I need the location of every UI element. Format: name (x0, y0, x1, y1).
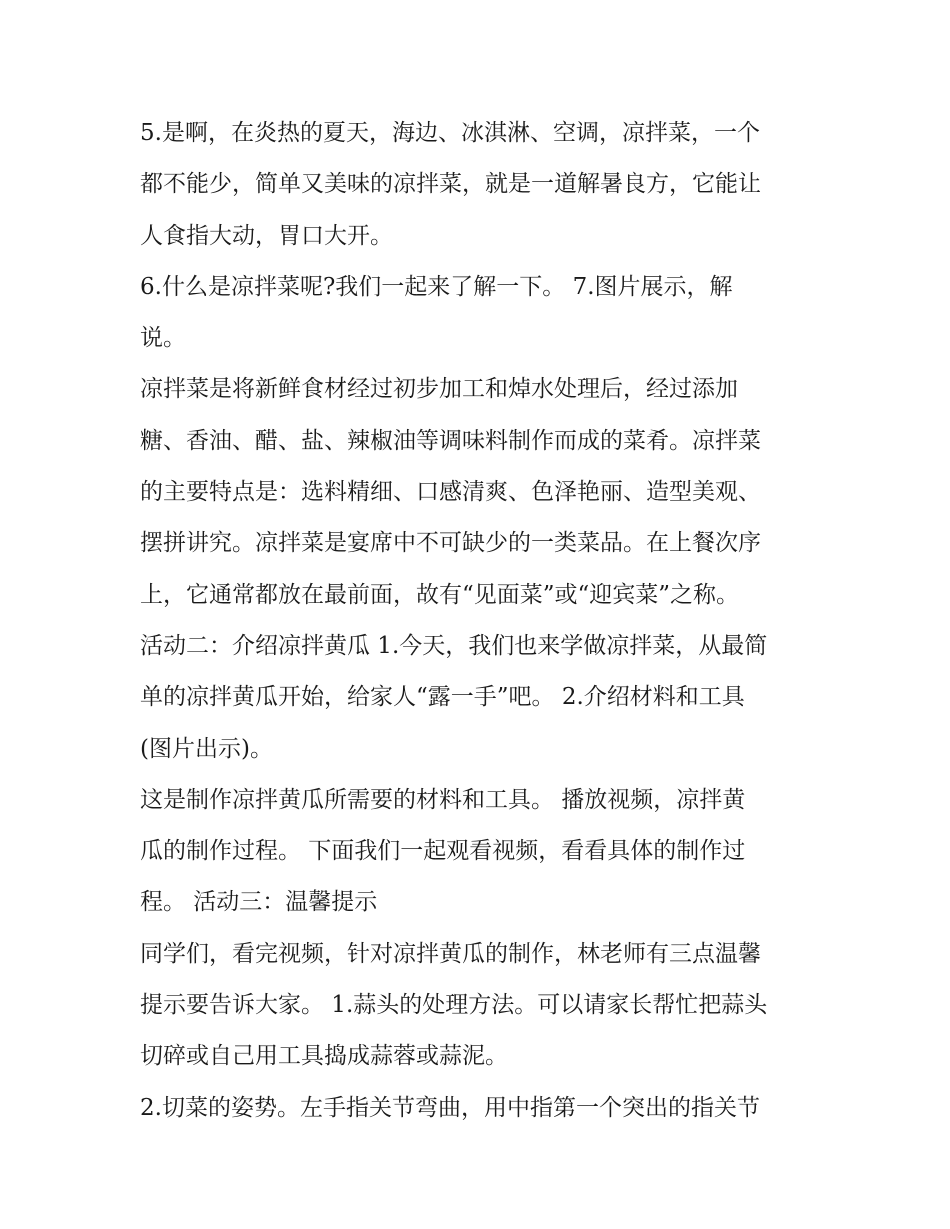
text-line-8: 的主要特点是：选料精细、口感清爽、色泽艳丽、造型美观、 (140, 479, 761, 506)
document-body (140, 108, 812, 1134)
text-line-12: 单的凉拌黄瓜开始，给家人“露一手”吧。 2.介绍材料和工具 (140, 684, 745, 711)
text-line-4: 6.什么是凉拌菜呢?我们一起来了解一下。 7.图片展示，解 (140, 273, 733, 300)
text-line-10: 上，它通常都放在最前面，故有“见面菜”或“迎宾菜”之称。 (140, 581, 740, 608)
text-line-1: 5.是啊，在炎热的夏天，海边、冰淇淋、空调，凉拌菜，一个 (140, 120, 760, 146)
text-line-6: 凉拌菜是将新鲜食材经过初步加工和焯水处理后，经过添加 (140, 376, 738, 403)
text-line-7: 糖、香油、醋、盐、辣椒油等调味料制作而成的菜肴。凉拌菜 (140, 427, 761, 454)
text-line-15: 瓜的制作过程。 下面我们一起观看视频，看看具体的制作过 (140, 838, 746, 865)
text-line-17: 同学们，看完视频，针对凉拌黄瓜的制作，林老师有三点温馨 (140, 940, 761, 967)
text-line-16: 程。 活动三：温馨提示 (140, 889, 378, 916)
text-line-19: 切碎或自己用工具捣成蒜蓉或蒜泥。 (140, 1043, 508, 1070)
text-line-3: 人食指大动，胃口大开。 (140, 222, 393, 249)
text-line-20: 2.切菜的姿势。左手指关节弯曲，用中指第一个突出的指关节 (140, 1094, 760, 1121)
text-line-9: 摆拼讲究。凉拌菜是宴席中不可缺少的一类菜品。在上餐次序 (140, 530, 761, 557)
text-line-11: 活动二：介绍凉拌黄瓜 1.今天，我们也来学做凉拌菜，从最简 (140, 632, 768, 659)
text-line-13: (图片出示)。 (140, 735, 273, 762)
text-line-18: 提示要告诉大家。 1.蒜头的处理方法。可以请家长帮忙把蒜头 (140, 992, 768, 1019)
text-line-5: 说。 (140, 325, 186, 352)
text-line-14: 这是制作凉拌黄瓜所需要的材料和工具。 播放视频，凉拌黄 (140, 786, 746, 813)
text-line-2: 都不能少，简单又美味的凉拌菜，就是一道解暑良方，它能让 (140, 171, 761, 198)
